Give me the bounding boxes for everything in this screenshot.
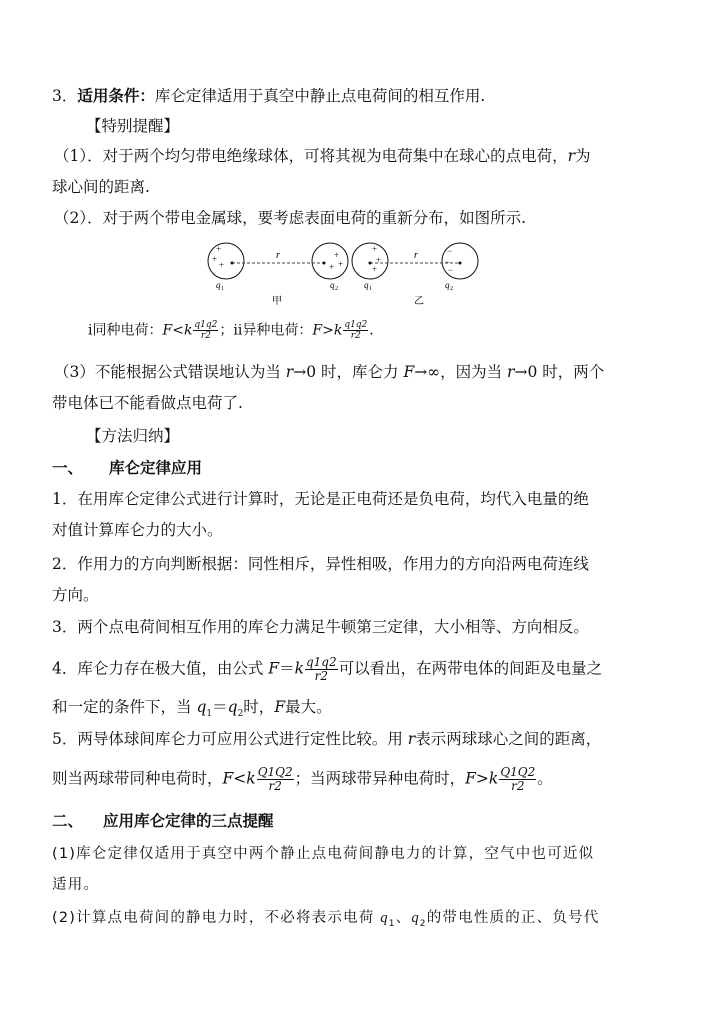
fraction: [343, 320, 368, 341]
figure-label-yi: 乙: [414, 296, 424, 307]
var-k: k: [246, 769, 256, 788]
greater-than: >: [475, 769, 489, 788]
var-q: q: [411, 910, 420, 926]
fraction-denominator: r2: [511, 779, 525, 793]
var-F: F: [403, 363, 415, 381]
figure-label-jia: 甲: [272, 296, 282, 307]
plus-sign: +: [216, 244, 222, 254]
method-2-line-2: 方向。: [52, 586, 99, 604]
less-than: <: [233, 769, 247, 788]
tip-3-text: （3）不能根据公式错误地认为当: [54, 363, 286, 381]
tip-2-text: （2）．对于两个带电金属球，要考虑表面电荷的重新分布，如图所示.: [54, 209, 527, 227]
fraction-numerator: q1q2: [194, 320, 218, 330]
var-k: k: [488, 769, 499, 788]
fraction-numerator: Q1Q2: [257, 765, 293, 779]
diff-charge-label: 异种电荷：: [242, 322, 313, 339]
tip-3-text: →0 时，库仑力: [293, 363, 404, 381]
less-than: <: [172, 322, 184, 339]
var-F: F: [268, 659, 280, 678]
tip-1-line-1: [54, 146, 591, 166]
fraction-denominator: r2: [200, 331, 211, 341]
separator: 、: [395, 910, 412, 926]
minus-sign: −: [447, 246, 453, 256]
fraction-numerator: Q1Q2: [500, 765, 536, 779]
var-q: q: [196, 698, 207, 716]
var-r: r: [285, 363, 294, 381]
method-4-text: 可以看出，在两带电体的间距及电量之: [338, 659, 603, 678]
subscript: 2: [419, 918, 427, 929]
fraction-numerator: q1q2: [344, 320, 368, 330]
plus-sign: +: [372, 264, 378, 274]
var-F: F: [312, 322, 323, 339]
var-q: q: [380, 910, 389, 926]
method-5-text: 5．两导体球间库仑力可应用公式进行定性比较。用: [52, 730, 408, 748]
fraction: [305, 656, 338, 683]
note-2-text: 的带电性质的正、负号代: [426, 910, 600, 926]
charge-subscript: 2: [450, 286, 453, 292]
var-F: F: [162, 322, 173, 339]
charge-label: q: [330, 280, 335, 290]
var-F: F: [274, 698, 286, 716]
period: .: [369, 322, 374, 339]
var-k: k: [333, 322, 343, 339]
minus-sign: −: [445, 257, 451, 267]
separator: ；: [219, 322, 234, 339]
fraction-denominator: r2: [268, 779, 282, 793]
plus-sign: +: [334, 250, 340, 260]
method-1-line-1: 1．在用库仑定律公式进行计算时，无论是正电荷还是负电荷，均代入电量的绝: [52, 490, 589, 508]
var-r: r: [407, 730, 416, 748]
charge-subscript: 2: [335, 286, 338, 292]
plus-sign: +: [376, 255, 382, 265]
note-1-line-2: 适用。: [52, 877, 100, 893]
equals: ＝: [212, 698, 228, 716]
plus-sign: +: [329, 262, 335, 272]
tips-title: 【特别提醒】: [86, 117, 180, 135]
method-5-text: 表示两球球心之间的距离，: [415, 730, 602, 748]
tip-2-formulas: [88, 320, 374, 341]
section-title: 应用库仑定律的三点提醒: [103, 811, 274, 830]
subscript: 1: [206, 709, 213, 720]
method-4-text: 4．库仑力存在极大值，由公式: [52, 659, 269, 678]
same-charge-label: 同种电荷：: [92, 322, 163, 339]
method-4-line-1: [52, 656, 602, 683]
var-q: q: [227, 698, 238, 716]
charge-subscript: 1: [221, 286, 224, 292]
equals: ＝: [279, 659, 295, 678]
note-2-line-1: [52, 908, 599, 934]
fraction: [499, 766, 536, 793]
tip-3-text: →0 时，两个: [514, 363, 605, 381]
method-4-text: 和一定的条件下，当: [52, 698, 197, 716]
method-3: 3．两个点电荷间相互作用的库仑力满足牛顿第三定律，大小相等、方向相反。: [52, 618, 589, 636]
fraction: [257, 766, 294, 793]
plus-sign: +: [372, 244, 378, 254]
fraction-denominator: r2: [314, 669, 328, 683]
distance-label: r: [414, 250, 418, 261]
distance-label: r: [276, 250, 280, 261]
center-dot: [323, 262, 326, 265]
method-1-line-2: 对值计算库仑力的大小。: [52, 521, 223, 539]
section-number: 一、: [52, 458, 84, 477]
section-title: 库仑定律应用: [109, 458, 203, 477]
paragraph-applicability: [52, 86, 485, 106]
charged-spheres-diagram: [204, 236, 494, 308]
charge-label: q: [364, 280, 369, 290]
method-4-text: 最大。: [285, 698, 332, 716]
note-2-text: (2)计算点电荷间的静电力时，不必将表示电荷: [52, 910, 381, 926]
method-4-text: 时，: [243, 698, 275, 716]
method-5-line-1: [52, 729, 601, 749]
item-heading: 适用条件：: [77, 86, 155, 105]
fraction-denominator: r2: [350, 331, 361, 341]
method-2-line-1: 2．作用力的方向判断根据：同性相斥，异性相吸，作用力的方向沿两电荷连线: [52, 555, 589, 573]
var-F: F: [222, 769, 234, 788]
method-4-line-2: [52, 697, 332, 724]
charge-subscript: 1: [369, 286, 372, 292]
item-text: 库仑定律适用于真空中静止点电荷间的相互作用.: [154, 87, 486, 105]
minus-sign: −: [448, 265, 454, 275]
subscript: 2: [237, 709, 244, 720]
section-1-heading: [52, 458, 202, 478]
fraction: [193, 320, 218, 341]
var-k: k: [294, 659, 304, 678]
plus-sign: +: [338, 259, 344, 269]
var-F: F: [465, 769, 476, 788]
greater-than: >: [322, 322, 334, 339]
tip-3-text: →∞，因为当: [414, 363, 508, 381]
tip-3-line-2: 带电体已不能看做点电荷了.: [52, 394, 243, 412]
tip-1-line-2: 球心间的距离.: [52, 178, 150, 196]
method-title: 【方法归纳】: [86, 427, 180, 445]
note-1-line-1: (1)库仑定律仅适用于真空中两个静止点电荷间静电力的计算，空气中也可近似: [52, 846, 595, 862]
charge-label: q: [445, 280, 450, 290]
method-5-line-2: [52, 766, 553, 793]
method-5-text: ；当两球带异种电荷时，: [294, 769, 466, 788]
tip-3-line-1: [54, 362, 604, 382]
var-r: r: [567, 147, 576, 165]
section-2-heading: [52, 811, 274, 831]
charge-label: q: [216, 280, 221, 290]
var-k: k: [183, 322, 193, 339]
subscript: 1: [388, 918, 396, 929]
tip-1-text: （1）．对于两个均匀带电绝缘球体，可将其视为电荷集中在球心的点电荷，: [54, 147, 568, 165]
method-5-text: 。: [537, 769, 553, 788]
section-number: 二、: [52, 811, 84, 830]
center-dot: [231, 262, 234, 265]
item-number: 3．: [52, 87, 78, 105]
var-r: r: [507, 363, 515, 381]
tip-1-end: 为: [575, 147, 591, 165]
roman-i: ⅰ: [88, 322, 93, 339]
plus-sign: +: [212, 254, 218, 264]
fraction-numerator: q1q2: [305, 655, 337, 669]
roman-ii: ⅱ: [233, 322, 243, 339]
method-5-text: 则当两球带同种电荷时，: [52, 769, 223, 788]
sphere-left-b: [352, 243, 388, 279]
plus-sign: +: [219, 260, 225, 270]
center-dot: [459, 262, 462, 265]
